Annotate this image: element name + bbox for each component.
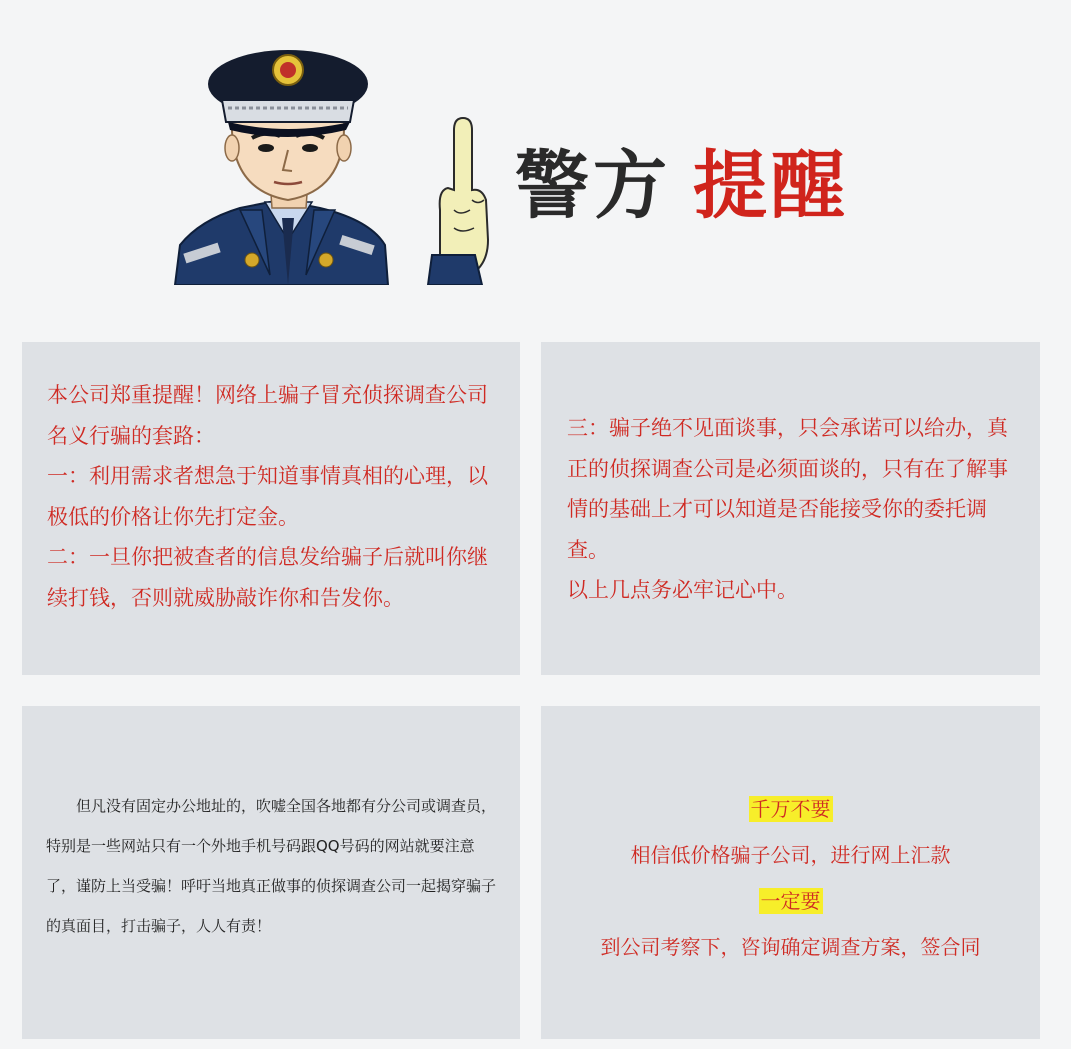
warning-panel-face-to-face xyxy=(541,342,1040,675)
panel2-line-remember: 以上几点务必牢记心中。 xyxy=(567,578,798,602)
panel1-line-point-1: 一：利用需求者想急于知道事情真相的心理，以极低的价格让你先打定金。 xyxy=(47,464,488,529)
never-advice: 相信低价格骗子公司，进行网上汇款 xyxy=(630,843,951,867)
notice-panel-fixed-address xyxy=(22,706,520,1039)
advice-panel-dos-and-donts xyxy=(541,706,1040,1039)
must-highlight: 一定要 xyxy=(760,889,821,913)
police-officer-pointing-finger-icon xyxy=(170,40,510,285)
panel2-line-point-3: 三：骗子绝不见面谈事，只会承诺可以给办，真正的侦探调查公司是必须面谈的，只有在了解事情的基础上才可以知道是否能接受你的委托调查。 xyxy=(567,416,1008,562)
title-police: 警方 xyxy=(515,143,671,229)
panel1-line-intro: 本公司郑重提醒！网络上骗子冒充侦探调查公司名义行骗的套路： xyxy=(47,383,488,448)
advice-block xyxy=(541,786,1040,970)
must-advice: 到公司考察下，咨询确定调查方案，签合同 xyxy=(600,935,981,959)
page-title xyxy=(515,135,849,229)
title-reminder: 提醒 xyxy=(693,143,849,229)
panel-text xyxy=(567,408,1016,611)
panel3-text: 但凡没有固定办公地址的，吹嘘全国各地都有分公司或调查员，特别是一些网站只有一个外地手机号码跟QQ号码的网站就要注意了，谨防上当受骗！呼吁当地真正做事的侦探调查公司一起揭穿骗子的真面目，打击骗子，人人有责！ xyxy=(46,797,497,935)
warning-panel-scam-tactics xyxy=(22,342,520,675)
panel1-line-point-2: 二：一旦你把被查者的信息发给骗子后就叫你继续打钱，否则就威胁敲诈你和告发你。 xyxy=(47,545,488,610)
never-highlight: 千万不要 xyxy=(750,797,831,821)
panel-text xyxy=(47,375,496,618)
